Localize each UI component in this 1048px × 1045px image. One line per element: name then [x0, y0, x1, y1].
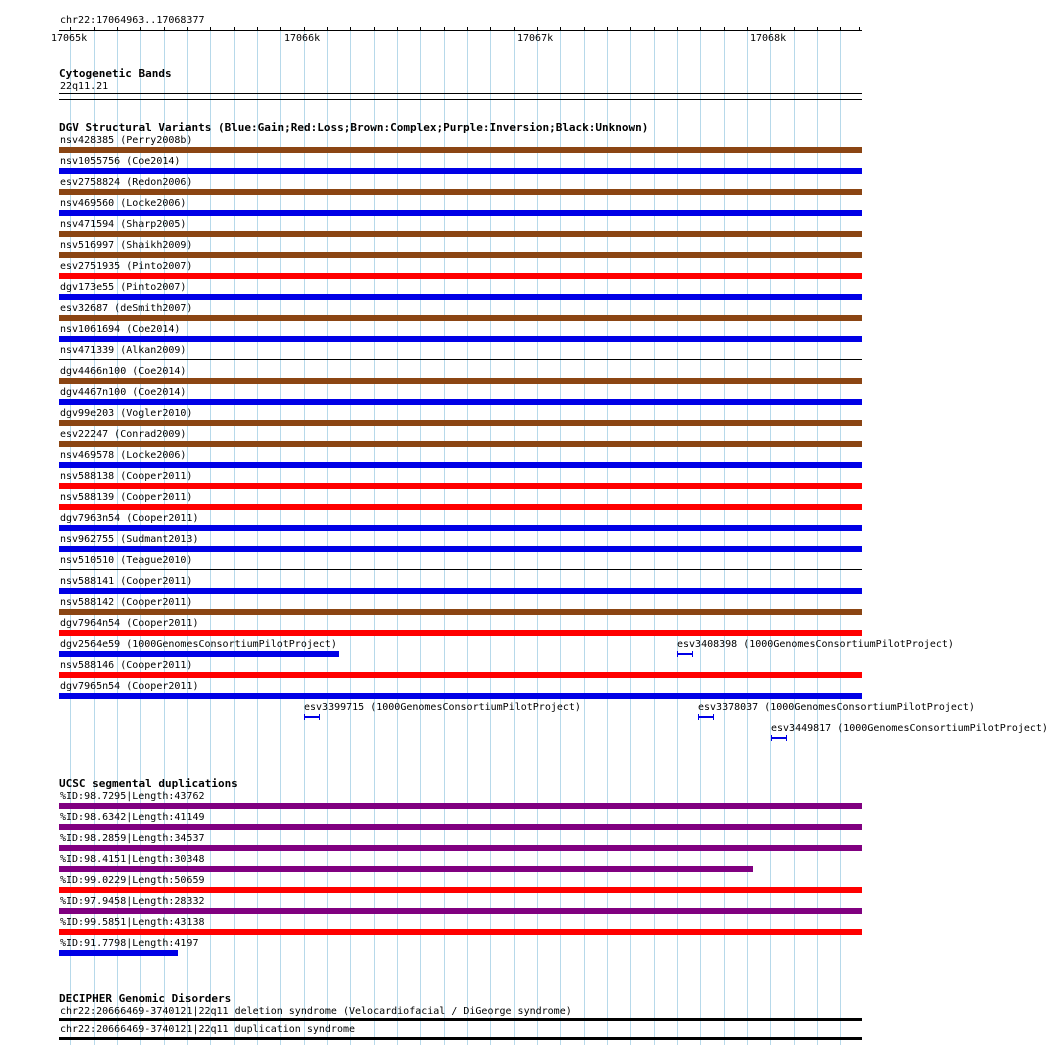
dgv-variant-label: nsv588139 (Cooper2011) [60, 492, 193, 503]
ruler-tick [607, 27, 608, 31]
segdup-bar[interactable] [59, 824, 862, 830]
dgv-variant-label: dgv2564e59 (1000GenomesConsortiumPilotProject) [60, 639, 337, 650]
dgv-variant-bar[interactable] [59, 525, 862, 531]
small-feature-label: esv3449817 (1000GenomesConsortiumPilotProject) [771, 723, 1048, 734]
dgv-variant-bar[interactable] [59, 441, 862, 447]
segdup-label: %ID:99.5851|Length:43138 [60, 917, 205, 928]
dgv-variant-label: nsv469560 (Locke2006) [60, 198, 187, 209]
small-feature-label: esv3378037 (1000GenomesConsortiumPilotProject) [698, 702, 975, 713]
decipher-title: DECIPHER Genomic Disorders [59, 992, 232, 1005]
ruler-tick [817, 27, 818, 31]
ruler-tick [677, 27, 678, 31]
segdup-bar[interactable] [59, 908, 862, 914]
feature-cap [677, 651, 678, 657]
ruler-tick [70, 27, 71, 31]
dgv-variant-bar[interactable] [59, 210, 862, 216]
ruler-tick [280, 27, 281, 31]
ruler-tick [187, 27, 188, 31]
dgv-variant-label: nsv471339 (Alkan2009) [60, 345, 187, 356]
small-feature[interactable] [304, 716, 320, 718]
ruler-tick [654, 27, 655, 31]
dgv-variant-label: esv2758824 (Redon2006) [60, 177, 193, 188]
track-divider [59, 99, 862, 100]
feature-cap [786, 735, 787, 741]
ruler-tick [350, 27, 351, 31]
small-feature-label: esv3399715 (1000GenomesConsortiumPilotProject) [304, 702, 581, 713]
segdup-label: %ID:98.4151|Length:30348 [60, 854, 205, 865]
ruler-tick [140, 27, 141, 31]
dgv-variant-bar[interactable] [59, 399, 862, 405]
dgv-variant-bar[interactable] [59, 546, 862, 552]
ruler-tick [327, 27, 328, 31]
dgv-variant-bar[interactable] [59, 252, 862, 258]
ruler-tick [724, 27, 725, 31]
ruler-tick [747, 27, 748, 31]
cytoband-label: 22q11.21 [60, 81, 109, 92]
segdup-label: %ID:91.7798|Length:4197 [60, 938, 199, 949]
dgv-variant-bar[interactable] [59, 588, 862, 594]
dgv-variant-label: esv32687 (deSmith2007) [60, 303, 193, 314]
ruler-axis [59, 30, 862, 31]
dgv-variant-bar[interactable] [59, 189, 862, 195]
dgv-variant-label: nsv588146 (Cooper2011) [60, 660, 193, 671]
segdup-label: %ID:98.6342|Length:41149 [60, 812, 205, 823]
dgv-variant-bar[interactable] [59, 231, 862, 237]
dgv-variant-bar[interactable] [59, 315, 862, 321]
segdup-bar[interactable] [59, 803, 862, 809]
ruler-tick-label: 17065k [51, 33, 88, 44]
ruler-tick [117, 27, 118, 31]
dgv-variant-label: esv2751935 (Pinto2007) [60, 261, 193, 272]
feature-cap [713, 714, 714, 720]
feature-cap [319, 714, 320, 720]
segdup-label: %ID:98.7295|Length:43762 [60, 791, 205, 802]
dgv-variant-bar[interactable] [59, 569, 862, 570]
dgv-variant-label: dgv173e55 (Pinto2007) [60, 282, 187, 293]
ruler-tick [374, 27, 375, 31]
ruler-tick [397, 27, 398, 31]
segdup-label: %ID:98.2859|Length:34537 [60, 833, 205, 844]
dgv-variant-label: nsv588142 (Cooper2011) [60, 597, 193, 608]
segdup-label: %ID:97.9458|Length:28332 [60, 896, 205, 907]
dgv-variant-bar[interactable] [59, 651, 339, 657]
small-feature[interactable] [698, 716, 714, 718]
small-feature[interactable] [677, 653, 693, 655]
decipher-bar[interactable] [59, 1037, 862, 1040]
small-feature-label: esv3408398 (1000GenomesConsortiumPilotProject) [677, 639, 954, 650]
ruler-tick [94, 27, 95, 31]
ruler-tick [304, 27, 305, 31]
dgv-variant-label: esv22247 (Conrad2009) [60, 429, 187, 440]
segdup-bar[interactable] [59, 929, 862, 935]
dgv-variant-bar[interactable] [59, 147, 862, 153]
ruler-position-label: chr22:17064963..17068377 [60, 15, 205, 26]
dgv-variant-bar[interactable] [59, 693, 862, 699]
dgv-variant-bar[interactable] [59, 630, 862, 636]
ruler-tick [257, 27, 258, 31]
dgv-variant-label: dgv7965n54 (Cooper2011) [60, 681, 199, 692]
dgv-variant-label: dgv4466n100 (Coe2014) [60, 366, 187, 377]
ruler-tick-label: 17067k [517, 33, 554, 44]
ruler-tick [444, 27, 445, 31]
dgv-variant-bar[interactable] [59, 672, 862, 678]
decipher-label: chr22:20666469-3740121|22q11 duplication syndrome [60, 1024, 356, 1035]
dgv-variant-label: dgv4467n100 (Coe2014) [60, 387, 187, 398]
ruler-tick [700, 27, 701, 31]
ruler-tick-label: 17068k [750, 33, 787, 44]
dgv-variant-bar[interactable] [59, 420, 862, 426]
feature-cap [771, 735, 772, 741]
segdup-bar[interactable] [59, 950, 178, 956]
ruler-tick [467, 27, 468, 31]
ruler-tick [770, 27, 771, 31]
dgv-variant-label: dgv7963n54 (Cooper2011) [60, 513, 199, 524]
ruler-tick [859, 27, 860, 31]
ruler-tick [537, 27, 538, 31]
dgv-variant-label: nsv516997 (Shaikh2009) [60, 240, 193, 251]
ruler-tick [560, 27, 561, 31]
dgv-variant-bar[interactable] [59, 359, 862, 360]
decipher-label: chr22:20666469-3740121|22q11 deletion syndrome (Velocardiofacial / DiGeorge syndrome) [60, 1006, 572, 1017]
ruler-tick [840, 27, 841, 31]
dgv-variant-label: nsv588141 (Cooper2011) [60, 576, 193, 587]
dgv-variant-bar[interactable] [59, 273, 862, 279]
dgv-variant-bar[interactable] [59, 609, 862, 615]
dgv-title: DGV Structural Variants (Blue:Gain;Red:Loss;Brown:Complex;Purple:Inversion;Black:Unknown) [59, 121, 649, 134]
ruler-tick [234, 27, 235, 31]
feature-cap [304, 714, 305, 720]
dgv-variant-label: nsv510510 (Teague2010) [60, 555, 193, 566]
dgv-variant-label: nsv588138 (Cooper2011) [60, 471, 193, 482]
dgv-variant-bar[interactable] [59, 504, 862, 510]
dgv-variant-label: nsv469578 (Locke2006) [60, 450, 187, 461]
ruler-tick [794, 27, 795, 31]
segdup-label: %ID:99.0229|Length:50659 [60, 875, 205, 886]
dgv-variant-bar[interactable] [59, 168, 862, 174]
dgv-variant-label: nsv428385 (Perry2008b) [60, 135, 193, 146]
feature-cap [692, 651, 693, 657]
feature-cap [698, 714, 699, 720]
dgv-variant-bar[interactable] [59, 378, 862, 384]
dgv-variant-bar[interactable] [59, 336, 862, 342]
dgv-variant-bar[interactable] [59, 462, 862, 468]
segdup-bar[interactable] [59, 845, 862, 851]
decipher-bar[interactable] [59, 1018, 862, 1021]
ruler-tick [210, 27, 211, 31]
ruler-tick-label: 17066k [284, 33, 321, 44]
dgv-variant-label: nsv1055756 (Coe2014) [60, 156, 181, 167]
dgv-variant-bar[interactable] [59, 483, 862, 489]
ruler-tick [490, 27, 491, 31]
segdup-bar[interactable] [59, 887, 862, 893]
dgv-variant-bar[interactable] [59, 294, 862, 300]
dgv-variant-label: nsv471594 (Sharp2005) [60, 219, 187, 230]
dgv-variant-label: dgv99e203 (Vogler2010) [60, 408, 193, 419]
ruler-tick [630, 27, 631, 31]
ruler-tick [514, 27, 515, 31]
dgv-variant-label: dgv7964n54 (Cooper2011) [60, 618, 199, 629]
segdup-bar[interactable] [59, 866, 753, 872]
dgv-variant-label: nsv962755 (Sudmant2013) [60, 534, 199, 545]
cytoband-bar[interactable] [59, 93, 862, 94]
cytoband-title: Cytogenetic Bands [59, 67, 172, 80]
small-feature[interactable] [771, 737, 787, 739]
ruler-tick [164, 27, 165, 31]
dgv-variant-label: nsv1061694 (Coe2014) [60, 324, 181, 335]
segdup-title: UCSC segmental duplications [59, 777, 238, 790]
ruler-tick [420, 27, 421, 31]
ruler-tick [584, 27, 585, 31]
